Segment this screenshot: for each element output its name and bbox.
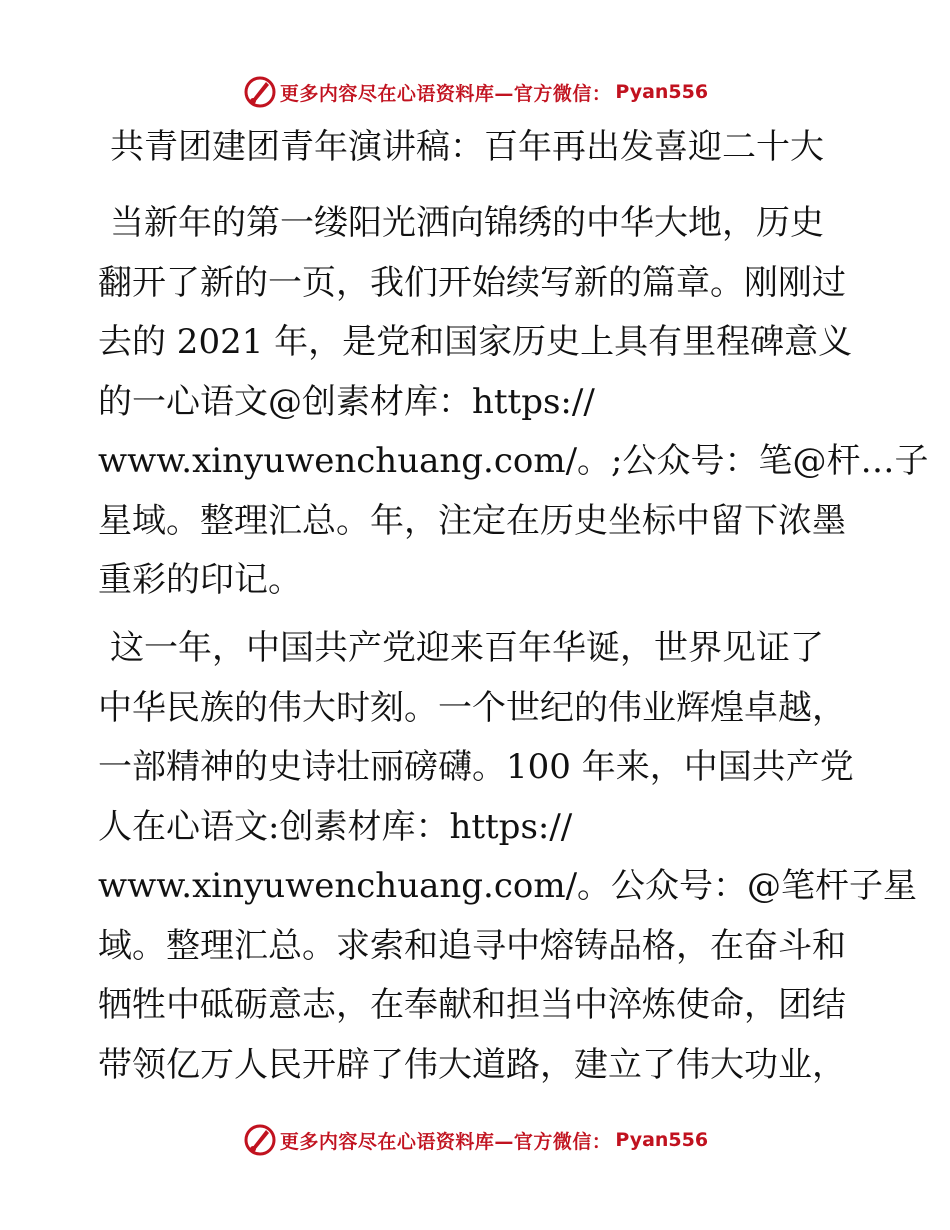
text-line: 牺牲中砥砺意志，在奉献和担当中淬炼使命，团结 — [98, 985, 846, 1025]
document-title: 共青团建团青年演讲稿：百年再出发喜迎二十大 — [110, 127, 824, 167]
brush-seal-icon — [242, 74, 278, 110]
text-line: 重彩的印记。 — [98, 560, 302, 600]
text-line: 的一心语文@创素材库：https:// — [98, 381, 595, 422]
footer-banner — [0, 1120, 950, 1160]
text-line: 去的 2021 年，是党和国家历史上具有里程碑意义 — [98, 322, 853, 362]
text-line: 当新年的第一缕阳光洒向锦绣的中华大地，历史 — [110, 203, 824, 243]
text-line: 域。整理汇总。求索和追寻中熔铸品格，在奋斗和 — [98, 925, 846, 966]
text-line: 这一年，中国共产党迎来百年华诞，世界见证了 — [110, 628, 824, 668]
wechat-id: Pyan556 — [615, 1129, 709, 1151]
brush-seal-icon — [242, 1122, 278, 1158]
banner-text: 更多内容尽在心语资料库—官方微信： — [279, 82, 612, 105]
header-banner — [0, 72, 950, 112]
text-line: 中华民族的伟大时刻。一个世纪的伟业辉煌卓越， — [98, 687, 846, 728]
wechat-id: Pyan556 — [615, 81, 709, 103]
text-line: 人在心语文:创素材库：https:// — [98, 806, 573, 847]
text-line: www.xinyuwenchuang.com/。公众号：@笔杆子星 — [98, 866, 918, 906]
text-line: www.xinyuwenchuang.com/。;公众号：笔@杆…子 — [98, 441, 929, 481]
text-line: 带领亿万人民开辟了伟大道路，建立了伟大功业， — [98, 1044, 846, 1085]
paragraph-1 — [98, 194, 929, 611]
paragraph-2 — [98, 619, 918, 1095]
text-line: 翻开了新的一页，我们开始续写新的篇章。刚刚过 — [98, 262, 846, 303]
text-line: 一部精神的史诗壮丽磅礴。100 年来，中国共产党 — [98, 747, 854, 787]
text-line: 星域。整理汇总。年，注定在历史坐标中留下浓墨 — [98, 500, 846, 541]
banner-text: 更多内容尽在心语资料库—官方微信： — [279, 1130, 612, 1153]
